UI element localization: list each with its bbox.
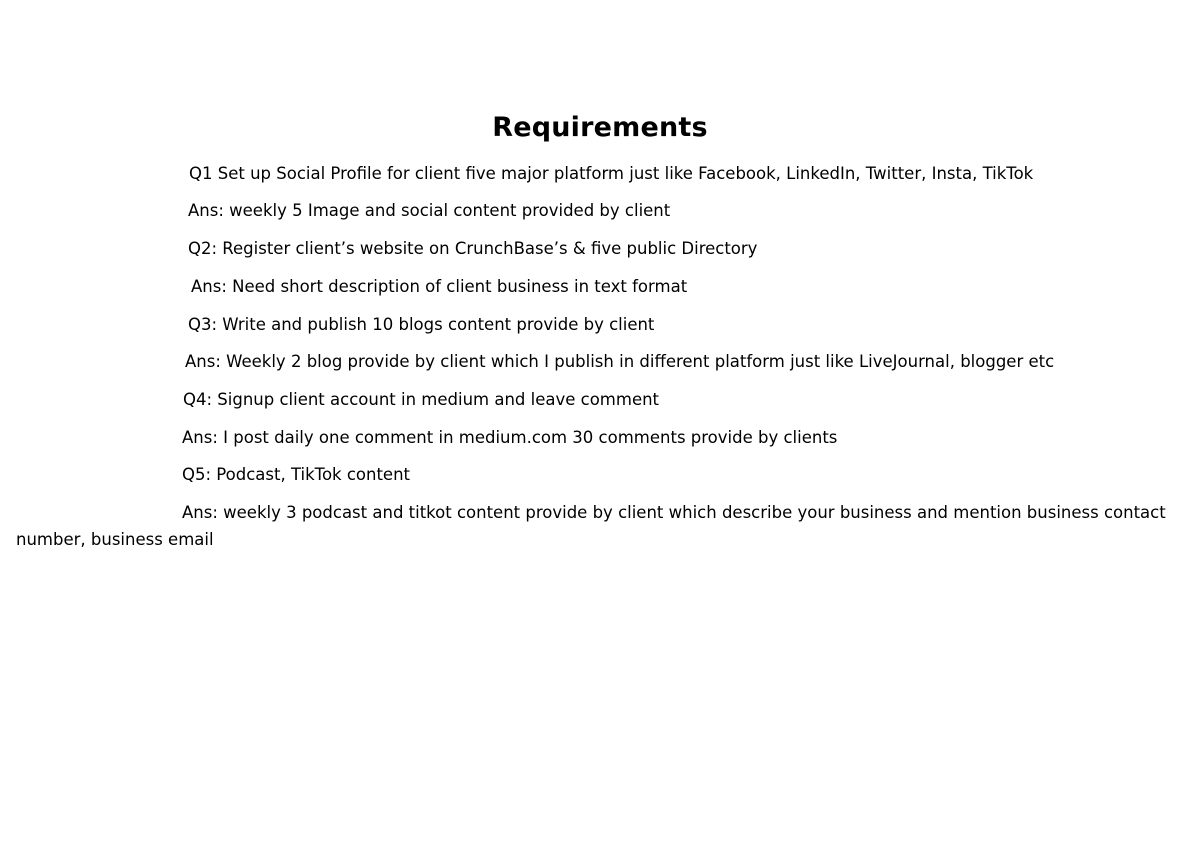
answer-3: Ans: Weekly 2 blog provide by client which I publish in different platform just like LiveJournal, blogger etc [185, 352, 1055, 371]
answer-1: Ans: weekly 5 Image and social content provided by client [188, 201, 671, 220]
answer-2: Ans: Need short description of client business in text format [191, 277, 688, 296]
question-1: Q1 Set up Social Profile for client five major platform just like Facebook, LinkedIn, Twitter, Insta, TikTok [189, 164, 1034, 183]
question-5: Q5: Podcast, TikTok content [182, 465, 411, 484]
document-title: Requirements [492, 112, 708, 143]
answer-4: Ans: I post daily one comment in medium.com 30 comments provide by clients [182, 428, 838, 447]
answer-5-line-2: number, business email [16, 530, 214, 549]
answer-5-line-1: Ans: weekly 3 podcast and titkot content provide by client which describe your business and mention business contact [182, 503, 1166, 522]
question-3: Q3: Write and publish 10 blogs content provide by client [188, 315, 655, 334]
question-4: Q4: Signup client account in medium and leave comment [183, 390, 660, 409]
question-2: Q2: Register client’s website on CrunchBase’s & five public Directory [188, 239, 758, 258]
